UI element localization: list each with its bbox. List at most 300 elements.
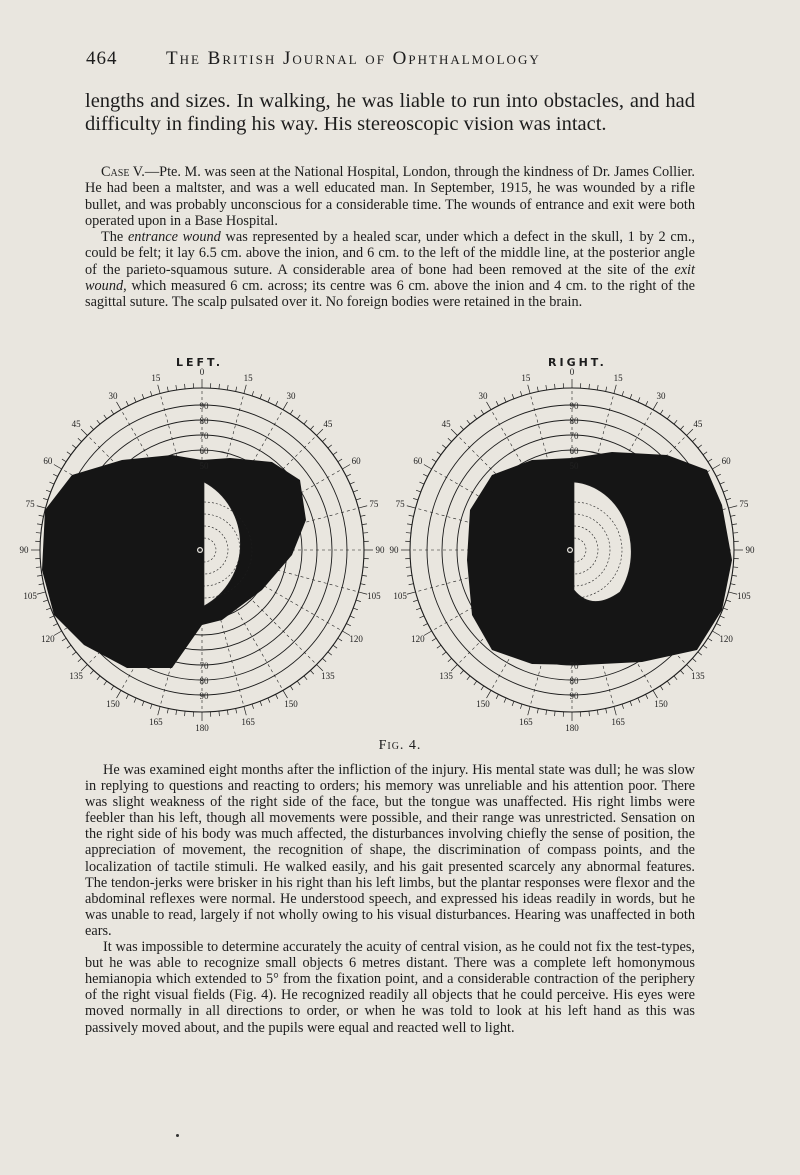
rim-tick <box>481 686 484 690</box>
rim-tick <box>150 391 152 396</box>
rim-tick <box>708 459 712 462</box>
meridian-label: 75 <box>25 498 35 509</box>
body-text <box>85 762 695 1036</box>
rim-tick <box>409 515 414 516</box>
case-label: Case V. <box>101 164 145 180</box>
rim-tick <box>732 575 737 576</box>
rim-tick <box>276 401 278 405</box>
rim-tick <box>297 681 300 685</box>
rim-tick <box>322 658 326 661</box>
lead-text: lengths and sizes. In walking, he was liable to run into obstacles, and had difficulty in finding his way. His stereoscopic vision was intact. <box>85 90 695 135</box>
rim-tick <box>520 391 522 396</box>
rim-tick <box>448 658 452 661</box>
lead-paragraph <box>85 90 695 136</box>
meridian-label: 30 <box>108 390 118 401</box>
rim-tick <box>407 592 416 594</box>
ring-label-bottom: 70 <box>569 661 579 671</box>
meridian-label: 15 <box>613 373 623 384</box>
meridian-label: 105 <box>737 591 751 602</box>
rim-tick <box>423 474 427 476</box>
meridian-label: 120 <box>349 634 363 644</box>
rim-tick <box>660 686 663 690</box>
rim-tick <box>606 387 607 392</box>
rim-tick <box>134 698 136 703</box>
rim-tick <box>413 498 418 500</box>
meridian-label: 135 <box>691 670 705 681</box>
rim-tick <box>356 498 361 500</box>
rim-tick <box>72 445 76 448</box>
ring-label-bottom: 70 <box>199 661 209 671</box>
case-p1-text: —Pte. M. was seen at the National Hospital, London, through the kindness of Dr. James Collier. He had been a maltster, and was a well educated man. In September, 1915, he was wounded by a rifle bullet, and was probably unconscious for a considerable time. The wounds of entrance and exit were both operated upon in a Base Hospital. <box>85 164 695 229</box>
rim-tick <box>297 415 300 419</box>
rim-tick <box>487 402 492 410</box>
rim-tick <box>597 385 598 390</box>
rim-tick <box>733 567 738 568</box>
rim-tick <box>260 394 262 399</box>
ring-label: 60 <box>569 446 579 456</box>
rim-tick <box>49 616 54 618</box>
rim-tick <box>467 676 470 680</box>
rim-tick <box>36 567 41 568</box>
rim-tick <box>698 445 702 448</box>
case-paragraph-2 <box>85 229 695 310</box>
rim-tick <box>726 498 731 500</box>
meridian-label: 15 <box>243 373 253 384</box>
ring-label: 50 <box>199 461 209 471</box>
rim-tick <box>419 616 424 618</box>
meridian-label: 90 <box>375 545 385 555</box>
rim-tick <box>687 429 693 435</box>
ring-label: 80 <box>569 416 579 426</box>
rim-tick <box>653 690 658 698</box>
rim-tick <box>158 706 160 715</box>
rim-tick <box>328 652 332 655</box>
rim-tick <box>54 465 62 470</box>
meridian-label: 90 <box>745 545 755 555</box>
meridian-label: 90 <box>19 545 29 555</box>
rim-tick <box>451 429 457 435</box>
rim-tick <box>350 616 355 618</box>
rim-tick <box>338 459 342 462</box>
meridian-label: 150 <box>476 699 490 710</box>
rim-tick <box>360 584 365 585</box>
rim-tick <box>496 694 498 698</box>
rim-tick <box>424 631 432 636</box>
rim-tick <box>283 690 288 698</box>
rim-tick <box>342 465 350 470</box>
rim-tick <box>37 506 46 508</box>
meridian-label: 45 <box>323 419 333 430</box>
rim-tick <box>338 638 342 641</box>
rim-tick <box>346 624 350 626</box>
rim-tick <box>674 420 677 424</box>
rim-tick <box>708 638 712 641</box>
rim-tick <box>353 490 358 492</box>
rim-tick <box>142 701 144 706</box>
rim-tick <box>467 420 470 424</box>
case-paragraph-1 <box>85 164 695 229</box>
rim-tick <box>630 701 632 706</box>
ring-label-bottom: 90 <box>199 691 209 701</box>
rim-tick <box>219 384 220 389</box>
ring-label: 90 <box>199 401 209 411</box>
rim-tick <box>90 670 93 674</box>
meridian-label: 120 <box>411 634 425 644</box>
rim-tick <box>622 704 624 709</box>
ring-label: 70 <box>199 431 209 441</box>
rim-tick <box>37 575 42 576</box>
rim-tick <box>653 402 658 410</box>
rim-tick <box>72 652 76 655</box>
rim-tick <box>589 711 590 716</box>
rim-tick <box>36 533 41 534</box>
meridian-label: 60 <box>413 456 423 466</box>
rim-tick <box>419 482 424 484</box>
rim-tick <box>726 600 731 602</box>
rim-tick <box>227 385 228 390</box>
meridian-label: 30 <box>656 390 666 401</box>
rim-tick <box>97 676 100 680</box>
rim-tick <box>362 575 367 576</box>
rim-tick <box>252 704 254 709</box>
rim-tick <box>304 676 307 680</box>
rim-tick <box>104 681 107 685</box>
rim-tick <box>407 524 412 525</box>
rim-tick <box>236 708 237 713</box>
meridian-label: 90 <box>389 545 399 555</box>
rim-tick <box>692 658 696 661</box>
rim-tick <box>460 426 463 430</box>
rim-tick <box>322 438 326 441</box>
rim-tick <box>176 710 177 715</box>
meridian-label: 75 <box>739 498 749 509</box>
rim-tick <box>150 704 152 709</box>
rim-tick <box>176 385 177 390</box>
meridian-label: 15 <box>521 373 531 384</box>
rim-tick <box>730 584 735 585</box>
ring-label: 90 <box>569 401 579 411</box>
rim-tick <box>360 515 365 516</box>
rim-tick <box>638 698 640 703</box>
case-p2-b: was represented by a healed scar, under which a defect in the skull, 1 by 2 cm., could be felt; it lay 6.5 cm. above the inion, and 6 cm. to the left of the middle line, at the posterior angle of the parieto-squamous suture. A considerable area of bone had been removed at the site of the <box>85 229 695 278</box>
meridian-label: 120 <box>41 634 55 644</box>
rim-tick <box>546 710 547 715</box>
rim-tick <box>268 397 270 402</box>
rim-tick <box>53 624 57 626</box>
rim-tick <box>328 445 332 448</box>
rim-tick <box>236 387 237 392</box>
ring-label: 50 <box>569 461 579 471</box>
rim-tick <box>448 438 452 441</box>
rim-tick <box>317 429 323 435</box>
rim-tick <box>353 608 358 610</box>
rim-tick <box>39 584 44 585</box>
rim-tick <box>555 384 556 389</box>
ring-label: 70 <box>569 431 579 441</box>
rim-tick <box>219 711 220 716</box>
rim-tick <box>276 694 278 698</box>
rim-tick <box>406 567 411 568</box>
rim-tick <box>90 426 93 430</box>
rim-tick <box>606 708 607 713</box>
rim-tick <box>537 708 538 713</box>
meridian-label: 60 <box>351 456 361 466</box>
meridian-label: 120 <box>719 634 733 644</box>
rim-tick <box>227 710 228 715</box>
rim-tick <box>49 482 54 484</box>
rim-tick <box>252 391 254 396</box>
meridian-label: 30 <box>286 390 296 401</box>
rim-tick <box>437 452 441 455</box>
left-visual-field-chart <box>19 367 385 733</box>
rim-tick <box>362 524 367 525</box>
rim-tick <box>698 652 702 655</box>
rim-tick <box>304 420 307 424</box>
fixation-point <box>198 548 202 552</box>
rim-tick <box>728 506 737 508</box>
rim-tick <box>350 482 355 484</box>
ring-label: 60 <box>199 446 209 456</box>
rim-tick <box>622 391 624 396</box>
rim-tick <box>158 385 160 394</box>
meridian-label: 15 <box>151 373 161 384</box>
rim-tick <box>62 459 66 462</box>
rim-tick <box>358 592 367 594</box>
rim-tick <box>104 415 107 419</box>
rim-tick <box>703 452 707 455</box>
rim-tick <box>614 706 616 715</box>
meridian-label: 165 <box>611 716 625 727</box>
rim-tick <box>680 426 683 430</box>
meridian-label: 75 <box>369 498 379 509</box>
rim-tick <box>716 624 720 626</box>
rim-tick <box>43 498 48 500</box>
rim-tick <box>723 490 728 492</box>
rim-tick <box>37 524 42 525</box>
rim-tick <box>528 385 530 394</box>
rim-tick <box>692 438 696 441</box>
rim-tick <box>413 600 418 602</box>
body-paragraph-2: It was impossible to determine accurately the acuity of central vision, as he could not fix the test-types, but he was able to recognize small objects 6 metres distant. There was a complete left homonymous hemianopia which extended to 5° from the fixation point, and a considerable contraction of the periphery of the right visual fields (Fig. 4). He recognized readily all objects that he could perceive. His eyes were moved normally in all directions to order, or when he was told to look at his left hand as this was passively moved about, and the pupils were equal and reacted well to light. <box>85 939 695 1036</box>
rim-tick <box>487 690 492 698</box>
rim-tick <box>730 515 735 516</box>
meridian-label: 135 <box>439 670 453 681</box>
meridian-label: 45 <box>693 419 703 430</box>
rim-tick <box>537 387 538 392</box>
rim-tick <box>442 445 446 448</box>
rim-tick <box>504 698 506 703</box>
rim-tick <box>53 474 57 476</box>
rim-tick <box>512 394 514 399</box>
meridian-label: 180 <box>565 723 579 733</box>
rim-tick <box>46 490 51 492</box>
rim-tick <box>432 459 436 462</box>
rim-tick <box>680 670 683 674</box>
rim-tick <box>126 694 128 698</box>
meridian-label: 105 <box>367 591 381 602</box>
meridian-label: 180 <box>195 723 209 733</box>
rim-tick <box>504 397 506 402</box>
rim-tick <box>67 452 71 455</box>
rim-tick <box>185 711 186 716</box>
rim-tick <box>546 385 547 390</box>
rim-tick <box>268 698 270 703</box>
meridian-label: 0 <box>199 367 205 377</box>
rim-tick <box>460 670 463 674</box>
rim-tick <box>407 575 412 576</box>
meridian-label: 75 <box>395 498 405 509</box>
rim-tick <box>703 645 707 648</box>
meridian-label: 105 <box>393 591 407 602</box>
rim-tick <box>423 624 427 626</box>
rim-tick <box>346 474 350 476</box>
meridian-label: 45 <box>441 419 451 430</box>
rim-tick <box>185 384 186 389</box>
rim-tick <box>597 710 598 715</box>
rim-tick <box>358 506 367 508</box>
rim-tick <box>474 415 477 419</box>
meridian-label: 105 <box>23 591 37 602</box>
ring-label-bottom: 80 <box>199 676 209 686</box>
rim-tick <box>512 701 514 706</box>
ring-label-bottom: 80 <box>569 676 579 686</box>
rim-tick <box>78 438 82 441</box>
meridian-label: 60 <box>721 456 731 466</box>
fixation-point <box>568 548 572 552</box>
rim-tick <box>167 387 168 392</box>
case-section <box>85 164 695 311</box>
rim-tick <box>46 608 51 610</box>
case-p2-c: , which measured 6 cm. across; its centre was 6 cm. above the inion and 4 cm. to the right of the sagittal suture. The scalp pulsated over it. No foreign bodies were retained in the brain. <box>85 278 695 311</box>
rim-tick <box>646 401 648 405</box>
rim-tick <box>363 533 368 534</box>
rim-tick <box>62 638 66 641</box>
rim-tick <box>67 645 71 648</box>
rim-tick <box>142 394 144 399</box>
rim-tick <box>646 694 648 698</box>
meridian-label: 0 <box>569 367 575 377</box>
scotoma-area <box>42 455 306 668</box>
rim-tick <box>43 600 48 602</box>
page-speck <box>176 1134 179 1137</box>
figure-caption: Fig. 4. <box>378 738 422 753</box>
rim-tick <box>667 681 670 685</box>
rim-tick <box>117 690 122 698</box>
rim-tick <box>333 645 337 648</box>
meridian-label: 165 <box>519 716 533 727</box>
meridian-label: 135 <box>321 670 335 681</box>
rim-tick <box>555 711 556 716</box>
rim-tick <box>720 616 725 618</box>
rim-tick <box>660 410 663 414</box>
rim-tick <box>528 706 530 715</box>
rim-tick <box>712 465 720 470</box>
meridian-label: 60 <box>43 456 53 466</box>
rim-tick <box>39 515 44 516</box>
rim-tick <box>37 592 46 594</box>
rim-tick <box>111 686 114 690</box>
rim-tick <box>363 567 368 568</box>
rim-tick <box>723 608 728 610</box>
page-header <box>86 48 726 76</box>
rim-tick <box>356 600 361 602</box>
rim-tick <box>333 452 337 455</box>
rim-tick <box>310 670 313 674</box>
rim-tick <box>78 658 82 661</box>
rim-tick <box>310 426 313 430</box>
rim-tick <box>716 474 720 476</box>
meridian-label: 30 <box>478 390 488 401</box>
meridian-label: 135 <box>69 670 83 681</box>
rim-tick <box>638 397 640 402</box>
rim-tick <box>283 402 288 410</box>
rim-tick <box>437 645 441 648</box>
right-visual-field-chart <box>389 367 755 733</box>
rim-tick <box>432 638 436 641</box>
entrance-wound-term: entrance wound <box>127 229 221 246</box>
page-number: 464 <box>86 48 118 69</box>
rim-tick <box>424 465 432 470</box>
rim-tick <box>117 402 122 410</box>
rim-tick <box>406 533 411 534</box>
meridian-label: 45 <box>71 419 81 430</box>
right-field-label: RIGHT. <box>548 356 607 369</box>
exit-wound-term: exit wound <box>85 261 695 295</box>
meridian-label: 165 <box>241 716 255 727</box>
rim-tick <box>290 410 293 414</box>
body-paragraph-1: He was examined eight months after the infliction of the injury. His mental state was dull; he was slow in replying to questions and reacting to orders; his memory was unreliable and his attention poor. There was slight weakness of the right side of the face, but the tongue was unaffected. His right limbs were feebler than his left, though all movements were possible, and their range was unrestricted. Sensation on the right side of his body was much affected, the disturbances involving chiefly the sense of position, the appreciation of movement, the recognition of shape, the discrimination of compass points, and the localization of tactile stimuli. He walked easily, and his gait presented scarcely any abnormal features. The tendon-jerks were brisker in his right than his left limbs, but the plantar responses were flexor and the abdominal reflexes were normal. He understood speech, and expressed his ideas readily in words, but he was unable to read, largely if not wholly owing to his visual disturbances. Hearing was unaffected in both ears. <box>85 762 695 939</box>
rim-tick <box>720 482 725 484</box>
rim-tick <box>416 490 421 492</box>
rim-tick <box>589 384 590 389</box>
rim-tick <box>614 385 616 394</box>
rim-tick <box>167 708 168 713</box>
rim-tick <box>474 681 477 685</box>
rim-tick <box>126 401 128 405</box>
rim-tick <box>520 704 522 709</box>
journal-title: The British Journal of Ophthalmology <box>166 48 541 69</box>
rim-tick <box>111 410 114 414</box>
rim-tick <box>244 385 246 394</box>
meridian-label: 150 <box>106 699 120 710</box>
rim-tick <box>442 652 446 655</box>
left-field-label: LEFT. <box>176 356 224 369</box>
rim-tick <box>728 592 737 594</box>
case-p2-a: The <box>101 229 128 246</box>
meridian-label: 150 <box>654 699 668 710</box>
ring-label: 80 <box>199 416 209 426</box>
rim-tick <box>630 394 632 399</box>
rim-tick <box>54 631 62 636</box>
rim-tick <box>290 686 293 690</box>
rim-tick <box>481 410 484 414</box>
meridian-label: 165 <box>149 716 163 727</box>
rim-tick <box>134 397 136 402</box>
rim-tick <box>416 608 421 610</box>
rim-tick <box>496 401 498 405</box>
rim-tick <box>97 420 100 424</box>
rim-tick <box>260 701 262 706</box>
rim-tick <box>732 524 737 525</box>
rim-tick <box>244 706 246 715</box>
ring-label-bottom: 90 <box>569 691 579 701</box>
rim-tick <box>674 676 677 680</box>
rim-tick <box>733 533 738 534</box>
meridian-label: 150 <box>284 699 298 710</box>
rim-tick <box>667 415 670 419</box>
rim-tick <box>81 429 87 435</box>
rim-tick <box>407 506 416 508</box>
